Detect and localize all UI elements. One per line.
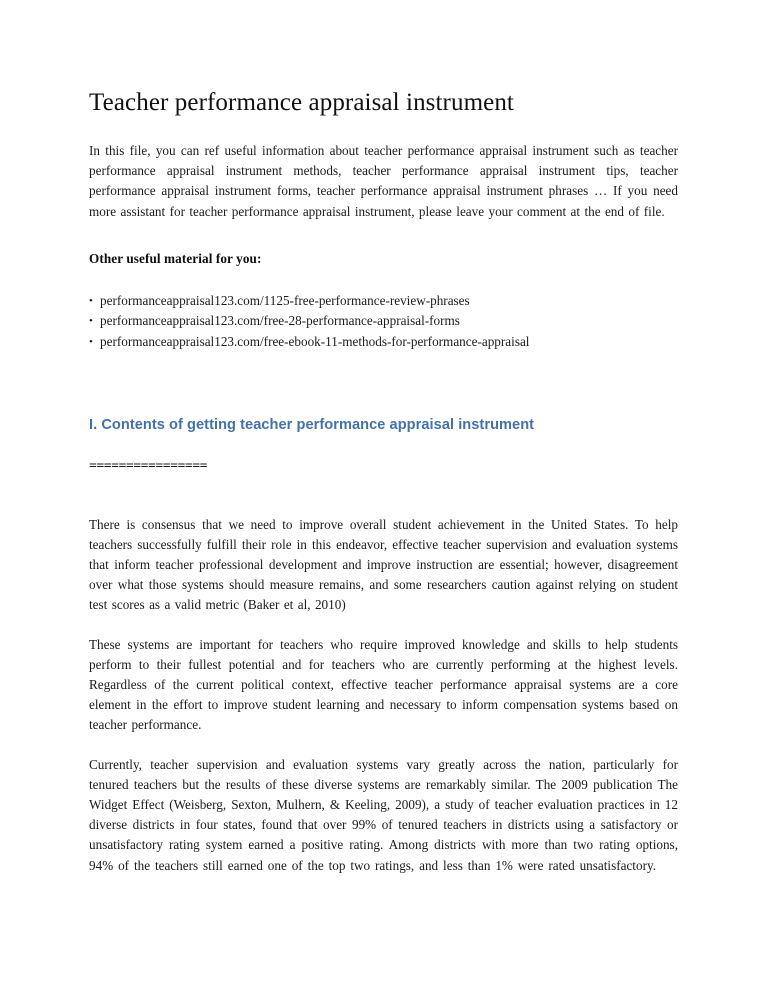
link-text[interactable]: performanceappraisal123.com/1125-free-performance-review-phrases xyxy=(100,292,470,308)
document-body xyxy=(89,0,678,876)
list-item[interactable] xyxy=(89,291,678,312)
useful-links-list xyxy=(89,269,678,353)
intro-paragraph: In this file, you can ref useful information about teacher performance appraisal instrument such as teacher performance appraisal instrument methods, teacher performance appraisal instrument tips, teacher performance appraisal instrument forms, teacher performance appraisal instrument phrases … If you need more assistant for teacher performance appraisal instrument, please leave your comment at the end of file. xyxy=(89,143,678,219)
bullet-icon: • xyxy=(89,315,93,328)
page-title: Teacher performance appraisal instrument xyxy=(89,89,514,116)
paragraph-widget-effect: Currently, teacher supervision and evaluation systems vary greatly across the nation, particularly for tenured teachers but the results of these diverse systems are remarkably similar. The 2009 publication The Widget Effect (Weisberg, Sexton, Mulhern, & Keeling, 2009), a study of teacher evaluation practices in 12 diverse districts in four states, found that over 99% of tenured teachers in districts using a satisfactory or unsatisfactory rating system earned a positive rating. Among districts with more than two rating options, 94% of the teachers still earned one of the top two ratings, and less than 1% were rated unsatisfactory. xyxy=(89,756,678,873)
paragraph-systems-importance: These systems are important for teachers who require improved knowledge and skills to help students perform to their fullest potential and for teachers who are currently performing at the highest levels. Regardless of the current political context, effective teacher performance appraisal systems are a core element in the effort to improve student learning and necessary to inform compensation systems based on teacher performance. xyxy=(89,636,678,733)
link-text[interactable]: performanceappraisal123.com/free-28-performance-appraisal-forms xyxy=(100,313,460,329)
bullet-icon: • xyxy=(89,336,93,348)
bullet-icon: • xyxy=(89,294,93,307)
link-text[interactable]: performanceappraisal123.com/free-ebook-11-methods-for-performance-appraisal xyxy=(100,334,530,349)
other-useful-material-heading: Other useful material for you: xyxy=(89,250,262,266)
section-heading-contents: I. Contents of getting teacher performance appraisal instrument xyxy=(89,416,535,433)
list-item[interactable] xyxy=(89,332,678,353)
list-item[interactable] xyxy=(89,311,678,332)
paragraph-consensus: There is consensus that we need to improve overall student achievement in the United States. To help teachers successfully fulfill their role in this endeavor, effective teacher supervision and evaluation systems that inform teacher professional development and improve instruction are essential; however, disagreement over what those systems should measure remains, and some researchers caution against relying on student test scores as a valid metric (Baker et al, 2010) xyxy=(89,516,678,613)
equals-divider: ================ xyxy=(89,458,208,474)
